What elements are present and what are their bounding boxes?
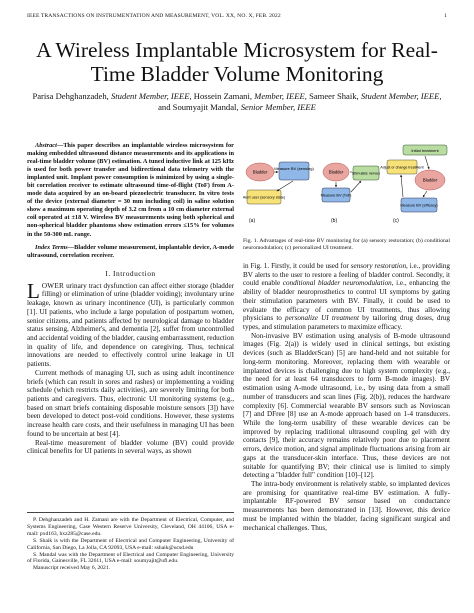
panel-c-adjust-label: Adjust or change treatment xyxy=(380,165,424,170)
panel-a xyxy=(243,162,314,224)
paragraph-text: urinary tract dysfunction can affect either storage (bladder filling) or elimination of urine (bladder voiding); involuntary urine leakage, known as urinary incontinence (UI), is particularly common [1]. UI patients, who include a large population of postpartum women, senior citizens, and patients affected by neurological damage to bladder status sensing, Alzheimer's, and dementia [2], suffer from uncontrolled and accidental voiding of the bladder, causing embarrassment, reduction in quality of life, and dependence on caregiving. Thus, technical innovations are needed to effectively control urine leakage in UI patients. xyxy=(27,281,234,369)
author-role: Student Member, IEEE xyxy=(360,91,440,101)
index-terms xyxy=(27,244,234,260)
author-name: , Hossein Zamani, xyxy=(189,91,255,101)
abstract-lead: Abstract xyxy=(35,142,57,149)
page-number: 1 xyxy=(444,13,447,19)
footnote: Manuscript received May 6, 2021. xyxy=(33,565,111,572)
panel-c-measure-label: Measure BV (efficacy) xyxy=(400,203,438,208)
author-role: Student Member, IEEE xyxy=(110,91,190,101)
intro-paragraph-2: Current methods of managing UI, such as using adult incontinence briefs (which can result in sores and rashes) or implementing a voiding schedule (which restricts daily activities), are severely limiting for both patients and caregivers. Thus, electronic UI monitoring systems (e.g., based on smart briefs containing disposable moisture sensors [3]) have been developed to detect post-void conditions. However, these systems increase health care costs, and their usefulness in managing UI has been found to be uncertain at best [4]. xyxy=(27,368,234,438)
paragraph-text: , i.e., enhancing the ability of bladder neuroprosthetics to control UI symptoms by gating their stimulation parameters with BV. Finally, it could be used to evaluate the efficacy of common UI treatments, thus allowing physicians to xyxy=(243,279,450,323)
drop-cap-rest: OWER xyxy=(41,281,65,290)
paragraph-text: in Fig. 1. Firstly, it could be used for xyxy=(243,262,351,270)
figure-1-caption: Fig. 1. Advantages of real-time BV monitoring for (a) sensory restoration; (b) conditional neuromodulation; (c) personalized UI treatment. xyxy=(243,238,450,251)
emphasis-text: sensory restoration xyxy=(350,262,407,270)
author-role: Member, IEEE xyxy=(254,91,305,101)
right-column-text xyxy=(243,262,450,532)
panel-a-label: (a) xyxy=(249,218,256,224)
author-list xyxy=(30,91,444,113)
right-paragraph-3: The intra-body environment is relatively stable, so implanted devices are promising for quantitative real-time BV estimation. A fully-implantable RF-powered BV sensor based on conductance measurements has been demonstrated in [13]. However, this device must be implanted within the bladder, facing significant surgical and mechanical challenges. Thus, xyxy=(243,479,450,532)
index-terms-text: —Bladder volume measurement, implantable device, A-mode ultrasound, correlation receiver. xyxy=(27,243,234,259)
panel-c-initial-label: Initial treatment xyxy=(411,148,439,153)
emphasis-text: personalize UI treatment xyxy=(285,314,359,323)
panel-c-label: (c) xyxy=(393,218,399,224)
footnote: S. Mandal was with the Department of Electrical and Computer Engineering, University of Florida, Gainesville, FL 32611, USA e-mail: soumyajit@ufl.edu. xyxy=(27,551,234,565)
panel-a-alert-label: Alert user (sensory state) xyxy=(243,195,286,200)
section-heading: I. Introduction xyxy=(105,268,156,278)
footnote: P. Dehghanzadeh and H. Zamani are with the Department of Electrical, Computer, and Systems Engineering, Case Western Reserve University, Cleveland, OH 44106, USA e-mail: pxd163, hxz285@case.edu. xyxy=(27,517,234,537)
figure-1 xyxy=(243,142,450,234)
index-terms-lead: Index Terms xyxy=(35,243,68,251)
paper-title: A Wireless Implantable Microsystem for Real-Time Bladder Volume Monitoring xyxy=(36,38,438,86)
panel-b xyxy=(321,163,381,224)
paragraph-text: by tailoring drug doses, drug types, and stimulation parameters to maximize efficacy. xyxy=(243,314,450,332)
panel-c-bladder-label: Bladder xyxy=(422,177,438,183)
drop-cap: L xyxy=(27,278,40,303)
panel-b-stimulate-label: Stimulate nerves xyxy=(351,171,381,176)
right-paragraph-2: Non-invasive BV estimation using analysis of B-mode ultrasound images (Fig. 2(a)) is widely used in clinical settings, but existing devices (such as BladderScan) [5] are hand-held and not suitable for long-term monitoring. Moreover, replacing them with wearable or implanted devices is challenging due to high system complexity (e.g., the need for at least 64 transducers to form B-mode images). BV estimation using A-mode ultrasound, i.e., by using data from a small number of transducers and scan lines (Fig. 2(b)), reduces the hardware complexity [6]. Commercial wearable BV sensors such as Novioscan [7] and DFree [8] use an A-mode approach based on 1-4 transducers. While the long-term usability of these wearable devices can be improved by replacing traditional ultrasound coupling gel with dry contacts [9], their accuracy remains relatively poor due to placement errors, device motion, and signal amplitude fluctuations arising from air gaps at the transducer-skin interface. Thus, these devices are not suitable for quantifying BV; their clinical use is limited to simply detecting a "bladder full" condition [10]–[12]. xyxy=(243,331,450,480)
panel-b-label: (b) xyxy=(331,218,338,224)
left-column xyxy=(27,142,234,456)
intro-paragraph-3: Real-time measurement of bladder volume (BV) could provide clinical benefits for UI patients in several ways, as shown xyxy=(27,438,234,456)
running-header xyxy=(27,13,447,19)
right-column xyxy=(243,142,450,532)
author-name: , Sameer Shaik, xyxy=(304,91,361,101)
journal-header: IEEE TRANSACTIONS ON INSTRUMENTATION AND MEASUREMENT, VOL. XX, NO. X, FEB. 2022 xyxy=(27,13,281,19)
author-role: Senior Member, IEEE xyxy=(240,102,316,112)
panel-b-measure-label: Measure BV (ToF) xyxy=(320,193,352,198)
panel-a-bladder-label: Bladder xyxy=(252,169,268,175)
figure-1-diagram xyxy=(243,142,450,234)
abstract-text: —This paper describes an implantable wireless microsystem for making embedded ultrasound distance measurements and its applications in real-time bladder volume (BV) estimation. A tuned inductive link at 125 kHz is used for both power transfer and bidirectional data telemetry with the implanted unit. Implant power consumption is minimized by using a single-bit correlation receiver to estimate ultrasound time-of-flight (ToF) from A-mode data acquired by an on-board piezoelectric transducer. In vitro tests of the device (external diameter = 30 mm including coil) in saline solution show a maximum operating depth of 3.2 cm from a 10 cm diameter external coil operated at ±18 V. Wireless BV measurements using both spherical and non-spherical bladder phantoms show estimation errors ≤15% for volumes in the 50-300 mL range. xyxy=(27,142,234,238)
right-paragraph-1 xyxy=(243,262,450,332)
footnotes xyxy=(27,512,234,572)
emphasis-text: conditional bladder neuromodulation xyxy=(282,279,392,288)
panel-a-measure-label: Measure BV (sensing) xyxy=(274,166,314,171)
intro-paragraph-1 xyxy=(27,278,234,369)
panel-a-measure-box xyxy=(279,162,309,180)
author-name: Parisa Dehghanzadeh, xyxy=(32,91,111,101)
abstract xyxy=(27,142,234,239)
author-name: , and Soumyajit Mandal, xyxy=(158,91,442,112)
footnote: S. Shaik is with the Department of Electrical and Computer Engineering, University of California, San Diego, La Jolla, CA 92093, USA e-mail: sshaik@ucsd.edu xyxy=(27,537,234,551)
paragraph-text: , i.e., providing BV alerts to the user to restore a feeling of bladder control. Secondly, it could enable xyxy=(243,262,451,288)
panel-b-bladder-label: Bladder xyxy=(328,169,344,175)
panel-c xyxy=(380,145,447,224)
